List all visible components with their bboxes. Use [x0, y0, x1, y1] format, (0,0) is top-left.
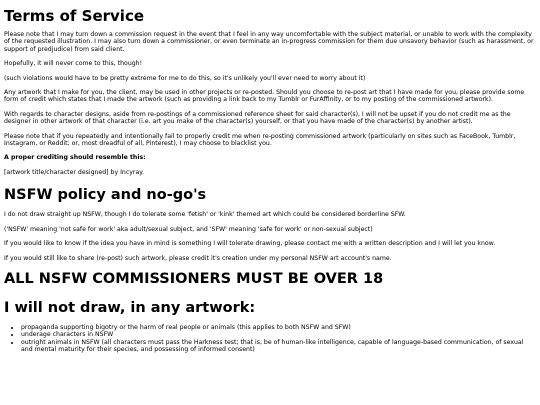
nsfw-paragraph: ('NSFW' meaning 'not safe for work' aka adult/sexual subject, and 'SFW' meaning 'safe for work' or non-sexual subject) — [4, 225, 373, 233]
list-item: • underage characters in NSFW — [21, 331, 536, 338]
credit-example: [artwork title/character designed] by Incyray. — [4, 168, 144, 176]
nsfw-heading: NSFW policy and no-go's — [4, 187, 207, 204]
credit-heading: A proper crediting should resemble this: — [4, 154, 146, 162]
tos-paragraph: Please note that I may turn down a commission request in the event that I feel in any way uncomfortable with the subject material, or unable to work with the complexity of the requested illustration. I may also turn down a commissioner, or even terminate an in-progress commission for them due unsavory behavior (such as harassment, or support of predjudice) from said client. — [4, 31, 534, 53]
tos-paragraph: Please note that if you repeatedly and intentionally fail to properly credit me when re-posting commissioned artwork (particularly on sites such as FaceBook, Tumblr, Instagram, or Reddit; or, most dreadful of all, Pinterest), I may choose to blacklist you. — [4, 132, 516, 148]
nogo-list — [4, 324, 536, 354]
tos-paragraph: Hopefully, it will never come to this, though! — [4, 60, 143, 68]
tos-paragraph: (such violations would have to be pretty extreme for me to do this, so it's unlikely you'll ever need to worry about it) — [4, 74, 366, 82]
nogo-heading: I will not draw, in any artwork: — [4, 299, 256, 316]
tos-heading: Terms of Service — [4, 7, 145, 25]
list-item: • propaganda supporting bigotry or the harm of real people or animals (this applies to both NSFW and SFW) — [21, 324, 536, 331]
list-item: • outright animals in NSFW (all characters must pass the Harkness test; that is, be of human-like intelligence, capable of language-based communication, of sexual and mental maturity for their species, and possessing of informed consent) — [21, 339, 536, 354]
nsfw-paragraph: If you would still like to share (re-post) such artwork, please credit it's creation under my personal NSFW art account's name. — [4, 254, 392, 262]
page — [0, 8, 540, 354]
tos-paragraph: Any artwork that I make for you, the client, may be used in other projects or re-posted. Should you choose to re-post art that I have made for you, please provide some form of credit which states that I made the artwork (such as providing a link back to my Tumblr or FurAffinity, or to my posting of the commissioned artwork). — [4, 89, 525, 104]
nsfw-paragraph: I do not draw straight up NSFW, though I do tolerate some 'fetish' or 'kink' themed art which could be considered borderline SFW. — [4, 211, 406, 219]
tos-paragraph: With regards to character designs, aside from re-postings of a commissioned reference sheet for said character(s), I will not be upset if you do not credit me as the designer in other artwork of that character (i.e. art you make of the character(s) yourself, or that you have made of the character(s) by another artist). — [4, 110, 511, 126]
age-notice-heading: ALL NSFW COMMISSIONERS MUST BE OVER 18 — [4, 270, 384, 287]
nsfw-paragraph: If you would like to know if the idea you have in mind is something I will tolerate drawing, please contact me with a written description and I will let you know. — [4, 240, 496, 248]
